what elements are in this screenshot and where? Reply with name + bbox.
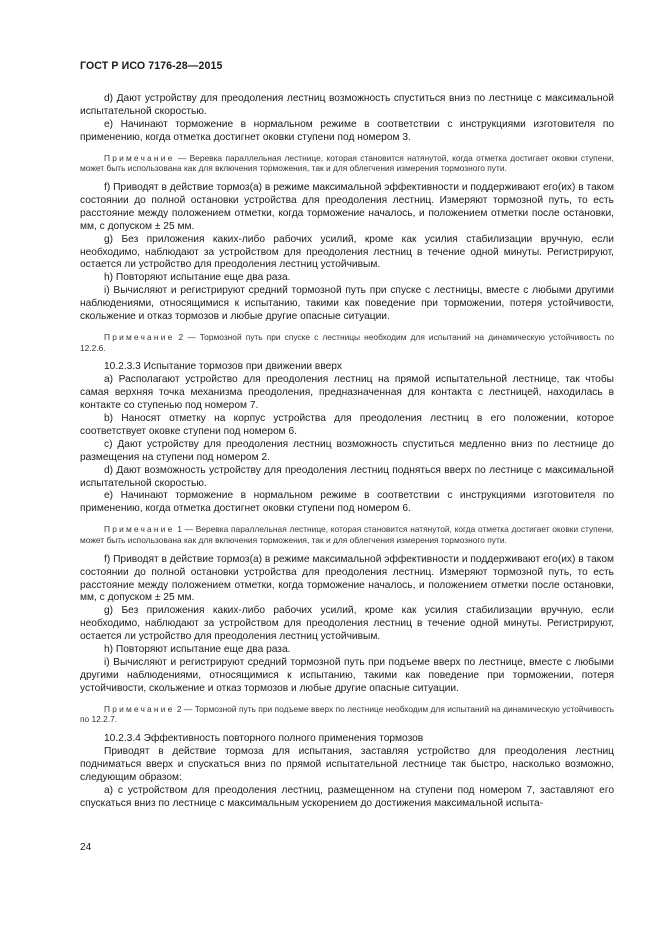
note <box>80 332 614 353</box>
paragraph: h) Повторяют испытание еще два раза. <box>104 272 291 284</box>
note-label: Примечание <box>104 524 175 535</box>
note-label: Примечание <box>104 703 175 714</box>
paragraph: i) Вычисляют и регистрируют средний тормозной путь при подъеме вверх по лестнице, вместе с любыми другими наблюдениями, относящимися к испытанию, такими как поведение при торможении, потеря устойчивости, скольжение и отказ тормозов и любые другие опасные ситуации. <box>80 656 614 694</box>
paragraph: f) Приводят в действие тормоз(а) в режиме максимальной эффективности и поддерживают его(их) в таком состоянии до полной остановки устройства для преодоления лестниц. Измеряют тормозной путь, то есть расстояние между положением отметки, когда торможение началось, и положением отметки после остановки, мм, с допуском ± 25 мм. <box>80 553 614 604</box>
note <box>80 704 614 725</box>
note <box>80 153 614 174</box>
note-label: Примечание <box>104 332 175 342</box>
document-header: ГОСТ Р ИСО 7176-28—2015 <box>80 60 223 72</box>
paragraph: Приводят в действие тормоза для испытания, заставляя устройство для преодоления лестниц подниматься вверх и спускаться вниз по прямой испытательной лестнице так быстро, насколько возможно, следующим образом: <box>80 745 614 783</box>
paragraph: a) Располагают устройство для преодоления лестниц на прямой испытательной лестнице, так чтобы самая верхняя точка механизма преодоления, предназначенная для контакта с лестницей, находилась в контакте со ступенью под номером 7. <box>80 374 614 412</box>
note <box>80 524 614 545</box>
note-text: 2 — Тормозной путь при подъеме вверх по лестнице необходим для испытаний на динамическую устойчивость по 12.2.7. <box>80 703 614 725</box>
note-text: 2 — Тормозной путь при спуске с лестницы необходим для испытаний на динамическую устойчивость по 12.2.6. <box>80 332 614 353</box>
document-body <box>80 93 614 811</box>
paragraph: c) Дают устройству для преодоления лестниц возможность спуститься медленно вниз по лестнице до размещения на ступени под номером 2. <box>80 438 614 463</box>
note-label: Примечание <box>104 152 175 163</box>
page-number: 24 <box>80 842 92 853</box>
paragraph: i) Вычисляют и регистрируют средний тормозной путь при спуске с лестницы, вместе с любыми другими наблюдениями, относящимися к испытанию, такими как поведение при торможении, потеря устойчивости, скольжение и отказ тормозов и любые другие опасные ситуации. <box>80 285 614 323</box>
paragraph: a) с устройством для преодоления лестниц, размещенном на ступени под номером 7, заставляют его спускаться вниз по лестнице с максимальным ускорением до достижения максимальной испыта- <box>80 784 614 809</box>
note-text: 1 — Веревка параллельная лестнице, которая становится натянутой, когда отметка достигает оковки ступени, может быть использована как для включения торможения, так и для облегчения измерения тормозного пути. <box>80 524 614 545</box>
section-heading: 10.2.3.4 Эффективность повторного полного применения тормозов <box>104 733 424 745</box>
paragraph: e) Начинают торможение в нормальном режиме в соответствии с инструкциями изготовителя по применению, когда отметка достигнет оковки ступени под номером 3. <box>80 118 614 143</box>
paragraph: f) Приводят в действие тормоз(а) в режиме максимальной эффективности и поддерживают его(их) в таком состоянии до полной остановки устройства для преодоления лестниц. Измеряют тормозной путь, то есть расстояние между положением отметки, когда торможение началось, и положением отметки после остановки, мм, с допуском ± 25 мм. <box>80 182 614 232</box>
paragraph: g) Без приложения каких-либо рабочих усилий, кроме как усилия стабилизации вручную, если необходимо, наблюдают за устройством для преодоления лестниц в течение одной минуты. Регистрируют, остается ли устройство для преодоления лестниц устойчивым. <box>80 233 614 271</box>
paragraph: b) Наносят отметку на корпус устройства для преодоления лестниц в его положении, которое соответствует оковке ступени под номером 6. <box>80 413 614 437</box>
paragraph: e) Начинают торможение в нормальном режиме в соответствии с инструкциями изготовителя по применению, когда отметка достигнет оковки ступени под номером 6. <box>80 490 614 515</box>
section-heading: 10.2.3.3 Испытание тормозов при движении вверх <box>104 361 342 373</box>
paragraph: h) Повторяют испытание еще два раза. <box>104 644 291 656</box>
note-text: — Веревка параллельная лестнице, которая становится натянутой, когда отметка достигает оковки ступени, может быть использована как для включения торможения, так и для облегчения измерения тормозного пути. <box>80 152 614 174</box>
paragraph: d) Дают возможность устройству для преодоления лестниц подняться вверх по лестнице с максимальной испытательной скоростью. <box>80 464 614 489</box>
paragraph: g) Без приложения каких-либо рабочих усилий, кроме как усилия стабилизации вручную, если необходимо, наблюдают за устройством для преодоления лестниц в течение одной минуты. Регистрируют, остается ли устройство для преодоления лестниц устойчивым. <box>80 605 614 643</box>
paragraph: d) Дают устройству для преодоления лестниц возможность спуститься вниз по лестнице с максимальной испытательной скоростью. <box>80 93 614 117</box>
